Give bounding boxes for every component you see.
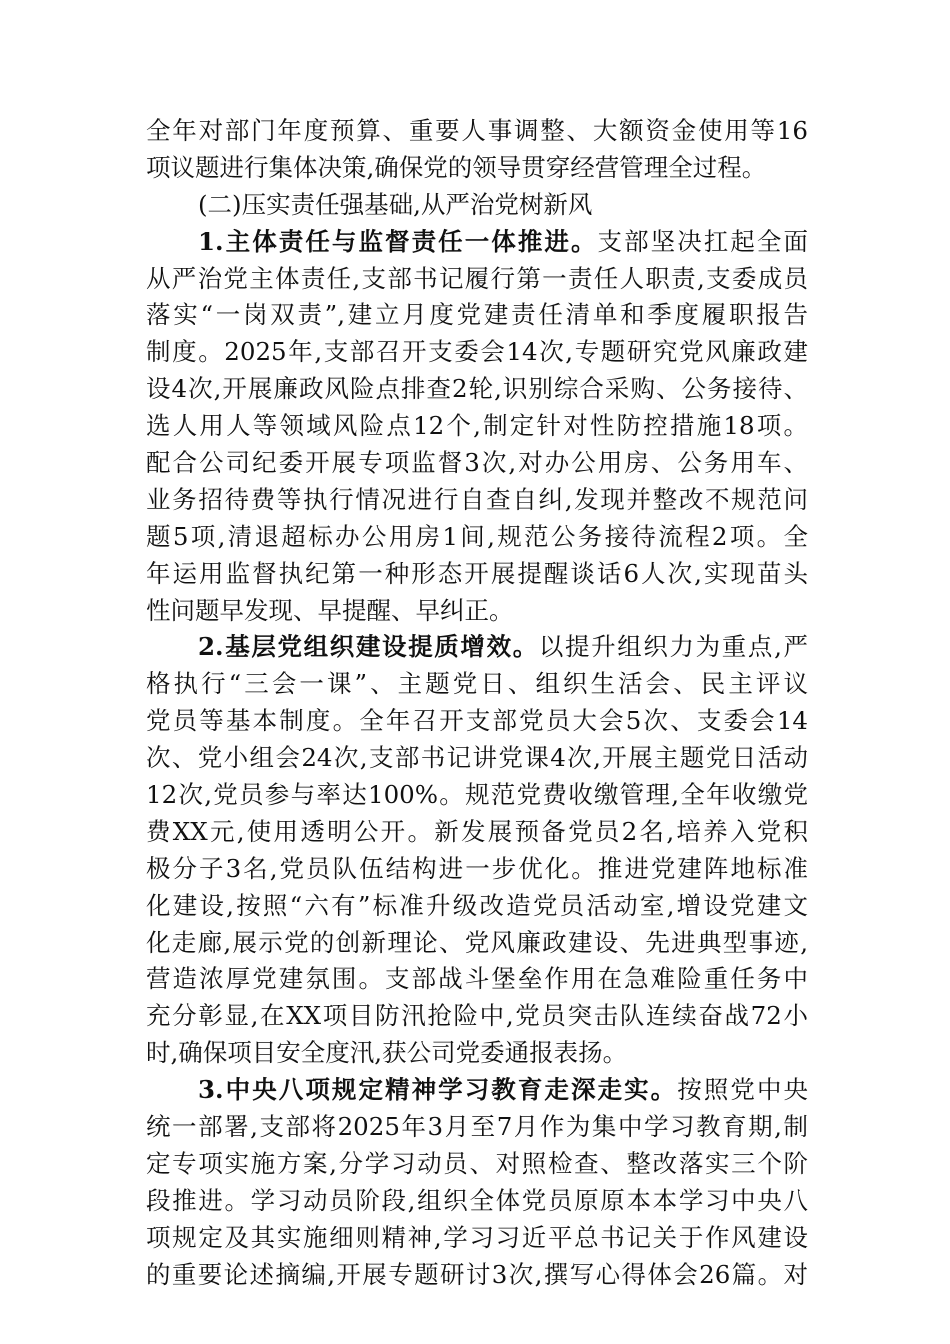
- text-line: 化走廊,展示党的创新理论、党风廉政建设、先进典型事迹,: [146, 927, 808, 957]
- text-line: 年运用监督执纪第一种形态开展提醒谈话6人次,实现苗头: [146, 558, 808, 588]
- item-3-paragraph: [146, 1072, 808, 1293]
- item-1-paragraph: [146, 224, 808, 630]
- text-line: 选人用人等领域风险点12个,制定针对性防控措施18项。: [146, 411, 808, 441]
- text-line: 项议题进行集体决策,确保党的领导贯穿经营管理全过程。: [146, 152, 767, 182]
- text-line: 性问题早发现、早提醒、早纠正。: [146, 595, 514, 625]
- text-line: 制度。2025年,支部召开支委会14次,专题研究党风廉政建: [146, 337, 808, 367]
- text-line: 落实“一岗双责”,建立月度党建责任清单和季度履职报告: [146, 300, 808, 330]
- text-line: 从严治党主体责任,支部书记履行第一责任人职责,支委成员: [146, 263, 808, 293]
- item-2-paragraph: [146, 629, 808, 1072]
- text-line: 格执行“三会一课”、主题党日、组织生活会、民主评议: [146, 669, 808, 699]
- item-1-first-line-text: 支部坚决扛起全面: [597, 226, 808, 256]
- item-3-first-line-text: 按照党中央: [677, 1075, 809, 1105]
- text-line: 设4次,开展廉政风险点排查2轮,识别综合采购、公务接待、: [146, 374, 808, 404]
- text-line: 定专项实施方案,分学习动员、对照检查、整改落实三个阶: [146, 1148, 808, 1178]
- text-line: 营造浓厚党建氛围。支部战斗堡垒作用在急难险重任务中: [146, 964, 808, 994]
- text-line: 统一部署,支部将2025年3月至7月作为集中学习教育期,制: [146, 1112, 808, 1142]
- text-line: 配合公司纪委开展专项监督3次,对办公用房、公务用车、: [146, 448, 808, 478]
- text-line: 项规定及其实施细则精神,学习习近平总书记关于作风建设: [146, 1222, 808, 1252]
- intro-paragraph: [146, 113, 808, 187]
- item-1-first-line: [146, 224, 808, 261]
- item-2-first-line-text: 以提升组织力为重点,严: [538, 632, 808, 662]
- text-line: 时,确保项目安全度汛,获公司党委通报表扬。: [146, 1038, 628, 1068]
- document-page: [146, 113, 808, 1294]
- text-line: 业务招待费等执行情况进行自查自纠,发现并整改不规范问: [146, 484, 808, 514]
- text-line: 化建设,按照“六有”标准升级改造党员活动室,增设党建文: [146, 890, 808, 920]
- item-2-title: 2.基层党组织建设提质增效。: [198, 632, 539, 662]
- text-line: 段推进。学习动员阶段,组织全体党员原原本本学习中央八: [146, 1185, 808, 1215]
- text-line: 题5项,清退超标办公用房1间,规范公务接待流程2项。全: [146, 521, 808, 551]
- section-heading: (二)压实责任强基础,从严治党树新风: [198, 189, 593, 219]
- text-line: 全年对部门年度预算、重要人事调整、大额资金使用等16: [146, 116, 808, 145]
- item-2-first-line: [146, 629, 808, 666]
- item-1-title: 1.主体责任与监督责任一体推进。: [198, 226, 598, 256]
- text-line: 费XX元,使用透明公开。新发展预备党员2名,培养入党积: [146, 816, 808, 846]
- text-line: 极分子3名,党员队伍结构进一步优化。推进党建阵地标准: [146, 853, 808, 883]
- text-line: 的重要论述摘编,开展专题研讨3次,撰写心得体会26篇。对: [146, 1259, 808, 1289]
- item-3-title: 3.中央八项规定精神学习教育走深走实。: [198, 1075, 678, 1105]
- text-line: 充分彰显,在XX项目防汛抢险中,党员突击队连续奋战72小: [146, 1001, 808, 1031]
- text-line: 12次,党员参与率达100%。规范党费收缴管理,全年收缴党: [146, 780, 808, 810]
- text-line: 次、党小组会24次,支部书记讲党课4次,开展主题党日活动: [146, 743, 808, 773]
- item-3-first-line: [146, 1072, 808, 1109]
- text-line: 党员等基本制度。全年召开支部党员大会5次、支委会14: [146, 706, 808, 736]
